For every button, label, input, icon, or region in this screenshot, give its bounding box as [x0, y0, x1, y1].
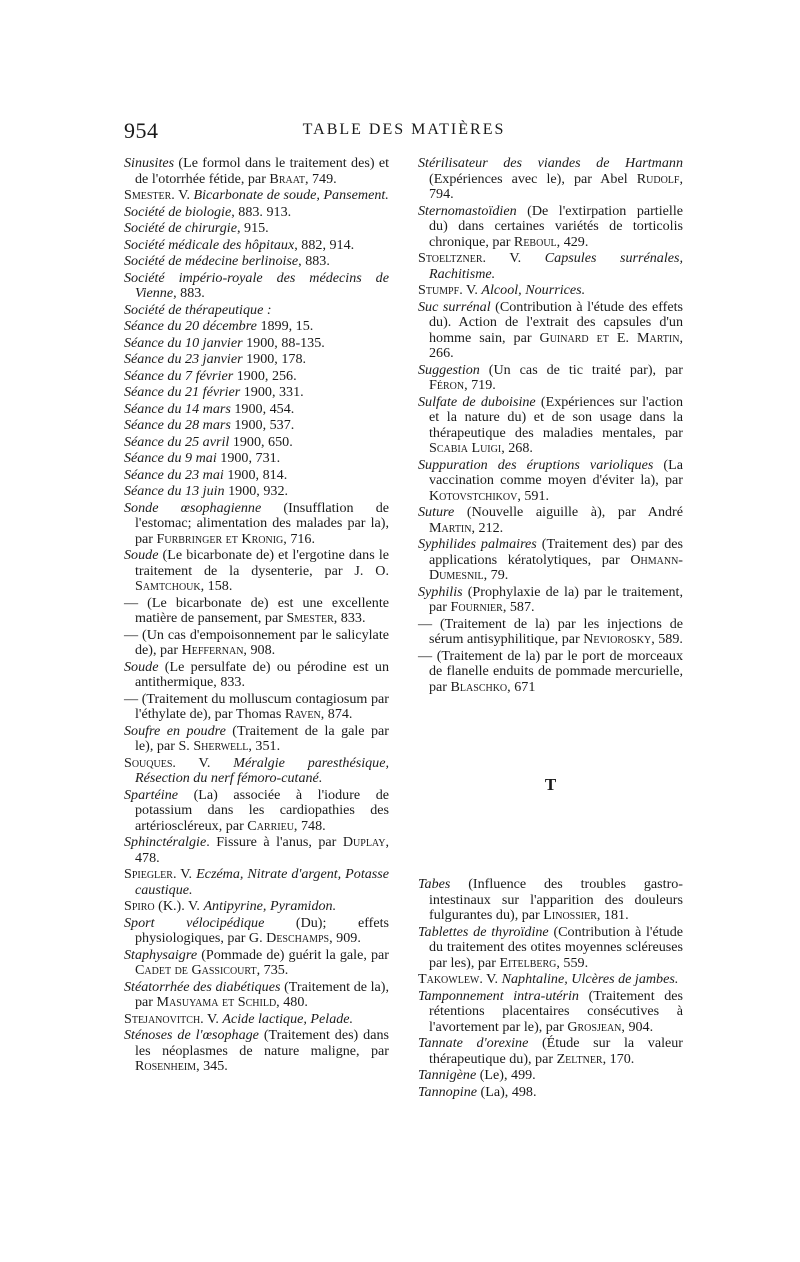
entry-text: (Expériences avec le), par Abel — [429, 170, 637, 187]
entry-ref: , 480. — [276, 994, 308, 1010]
entry-text: 1900, 932. — [224, 483, 289, 499]
entry-heading: Sinusites — [124, 155, 175, 171]
entry-see-also: Naphtaline, Ulcères de jambes. — [501, 971, 679, 987]
entry-text: — (Traitement de la) par les injections de sérum antisyphilitique, par — [418, 615, 683, 647]
entry-ref: . V. — [459, 282, 482, 298]
entry-text: , 882, 914. — [294, 236, 355, 253]
index-entry — [124, 451, 389, 467]
entry-heading: Tannate d'orexine — [418, 1035, 529, 1051]
entry-author: Smester — [286, 610, 334, 626]
entry-text: (La) associée à l'iodure de potassium dans les cardiopathies des artérioscléreux, par — [135, 786, 389, 834]
entry-heading: Sternomastoïdien — [418, 202, 517, 219]
index-entry — [124, 1012, 389, 1028]
index-entry — [418, 156, 683, 203]
index-entry — [124, 835, 389, 866]
entry-text: (Expériences sur l'action et la nature du) et de son usage dans la thérapeutique des maladies mentales, par — [429, 393, 683, 441]
entry-heading: Soude — [124, 547, 159, 563]
entry-heading: Syphilides palmaires — [418, 536, 537, 552]
index-entry — [124, 501, 389, 548]
entry-heading: Tannigène — [418, 1067, 477, 1083]
entry-author: Spiro — [124, 898, 155, 914]
entry-author: Stejanovitch — [124, 1010, 201, 1027]
entry-author: Reboul — [513, 233, 557, 250]
entry-heading: Sonde œsophagienne — [124, 499, 262, 516]
entry-author: Fournier — [450, 599, 503, 615]
entry-text: , 883. 913. — [231, 203, 292, 220]
entry-author: J. O. Samtchouk — [135, 562, 389, 594]
entry-heading: Société médicale des hôpitaux — [124, 236, 295, 253]
index-entry — [418, 617, 683, 648]
entry-heading: Tamponnement intra-utérin — [418, 987, 579, 1004]
entry-text: 1899, 15. — [256, 318, 314, 334]
index-entry — [124, 418, 389, 434]
entry-ref: , 794. — [429, 170, 683, 202]
index-entry — [418, 1036, 683, 1067]
entry-text: (Étude sur la valeur thérapeutique du), par — [429, 1035, 683, 1067]
entry-see-also: Eczéma, Nitrate d'argent, Potasse caustique. — [135, 866, 390, 898]
entry-text: (Traitement de la gale par le), par — [135, 722, 389, 754]
entry-author: Grosjean — [567, 1018, 622, 1035]
entries-t — [418, 877, 683, 1100]
entry-text: (Nouvelle aiguille à), par André — [454, 504, 683, 520]
entry-author: Guinard et E. Martin — [539, 329, 680, 346]
entry-see-also: Acide lactique, Pelade. — [222, 1010, 354, 1027]
entry-heading: Société de biologie — [124, 203, 232, 220]
entry-author: Stoeltzner — [418, 250, 483, 266]
running-title: TABLE DES MATIÈRES — [302, 121, 506, 138]
index-entry — [418, 251, 683, 282]
index-entry — [418, 649, 683, 696]
index-entry — [124, 756, 389, 787]
entry-text: (Le formol dans le traitement des) et de l'otorrhée fétide, par — [135, 155, 389, 187]
entry-text: — (Traitement du molluscum contagiosum par l'éthylate de), par Thomas — [124, 690, 389, 722]
index-entry — [124, 254, 389, 270]
entry-text: (Traitement des) dans les néoplasmes de nature maligne, par — [135, 1027, 389, 1059]
entry-author: Duplay — [342, 834, 386, 850]
entry-heading: Séance du 10 janvier — [124, 334, 243, 351]
index-entry — [124, 867, 389, 898]
entry-heading: Séance du 21 février — [124, 384, 241, 400]
entry-text: , 883. — [298, 253, 330, 269]
index-entry — [124, 468, 389, 484]
entry-ref: , 478. — [135, 834, 389, 866]
entry-ref: , 587. — [502, 599, 535, 615]
entry-heading: Société de médecine berlinoise — [124, 253, 299, 269]
entry-heading: Suggestion — [418, 361, 480, 378]
entry-author: Stumpf — [418, 282, 460, 298]
index-entry — [418, 204, 683, 251]
entry-heading: Tabes — [418, 876, 451, 892]
entry-text: , 915. — [236, 220, 269, 236]
entry-text: . Fissure à l'anus, par — [206, 834, 343, 850]
entry-author: Takowlew — [418, 971, 480, 987]
entry-ref: , 874. — [320, 706, 353, 722]
index-entry — [418, 363, 683, 394]
index-entry — [124, 435, 389, 451]
entry-author: Braat — [269, 170, 305, 187]
entry-text: (Traitement des) par des applications kératolytiques, par — [429, 536, 683, 568]
index-entry — [124, 548, 389, 595]
page-header — [124, 118, 684, 148]
index-entry — [418, 505, 683, 536]
entry-heading: Sténoses de l'œsophage — [124, 1027, 259, 1043]
entry-text: (La), 498. — [477, 1083, 537, 1100]
entry-author: Rosenheim — [135, 1058, 197, 1074]
entry-text: 1900, 88-135. — [242, 334, 325, 351]
entry-see-also: Alcool, Nourrices. — [481, 282, 586, 298]
entry-text: — (Un cas d'empoisonnement par le salicylate de), par — [124, 626, 389, 658]
index-entry — [418, 458, 683, 505]
index-entry — [124, 336, 389, 352]
entry-ref: , 833. — [333, 610, 366, 626]
entry-author: Masuyama et Schild — [156, 994, 277, 1010]
index-entry — [124, 188, 389, 204]
entry-author: Zeltner — [556, 1050, 603, 1067]
index-entry — [124, 385, 389, 401]
entry-ref: , 719. — [464, 377, 496, 393]
entry-author: Smester — [124, 187, 172, 203]
entry-text: (Traitement de la), par — [135, 978, 389, 1010]
index-entry — [124, 724, 389, 755]
entry-text: (Du); effets physiologiques, par — [135, 914, 389, 946]
entry-ref: , 429. — [556, 233, 589, 250]
index-entry — [124, 303, 389, 319]
entry-ref: . V. — [171, 187, 194, 203]
entries-s — [418, 156, 683, 695]
index-entry — [124, 596, 389, 627]
entry-author: Rudolf — [636, 170, 680, 187]
entry-author: Linossier — [543, 907, 597, 923]
entry-see-also: Capsules surrénales, Rachitisme. — [429, 250, 683, 282]
entry-ref: (K.). V. — [154, 898, 204, 914]
entry-heading: Séance du 13 juin — [124, 483, 225, 499]
entry-ref: , 170. — [602, 1050, 635, 1067]
index-entry — [124, 156, 389, 187]
index-entry — [124, 1028, 389, 1075]
entry-text: (Traitement des rétentions placentaires consécutives à l'avortement par le), par — [429, 987, 683, 1035]
entry-heading: Spartéine — [124, 786, 179, 803]
entry-text: 1900, 256. — [233, 367, 297, 384]
entry-see-also: Bicarbonate de soude, Pansement. — [193, 187, 389, 203]
right-column — [418, 156, 683, 1101]
entry-author: Souques — [124, 754, 173, 771]
entry-ref: , 908. — [243, 642, 276, 658]
entry-text: (Le), 499. — [476, 1067, 536, 1083]
left-column — [124, 156, 389, 1076]
entry-heading: Stérilisateur des viandes de Hartmann — [418, 155, 683, 171]
entry-text: — (Traitement de la) par le port de morceaux de flanelle enduits de pommade mercurielle, par — [418, 647, 683, 695]
index-entry — [124, 692, 389, 723]
entry-heading: Tannopine — [418, 1083, 477, 1100]
entry-heading: Sulfate de duboisine — [418, 393, 536, 410]
entry-text: , 883. — [173, 285, 205, 301]
entry-ref: , 212. — [471, 519, 504, 536]
entry-author: Carrieu — [247, 817, 294, 834]
entry-text: 1900, 178. — [242, 351, 307, 367]
entry-text: (Insufflation de l'estomac; alimentation des malades par la), par — [135, 499, 390, 547]
entry-heading: Société de thérapeutique : — [124, 301, 272, 318]
entry-text: 1900, 731. — [216, 450, 281, 466]
entry-heading: Soufre en poudre — [124, 722, 226, 739]
index-entry — [124, 484, 389, 500]
index-entry — [418, 1085, 683, 1101]
entry-heading: Séance du 23 mai — [124, 466, 224, 483]
index-entry — [124, 352, 389, 368]
entry-text: 1900, 331. — [240, 384, 304, 400]
entry-author: Ohmann-Dumesnil — [429, 551, 683, 583]
section-letter: T — [544, 775, 557, 794]
entry-author: Kotovstchikov — [429, 487, 518, 504]
entry-text: — (Le bicarbonate de) est une excellente matière de pansement, par — [124, 594, 389, 626]
entry-text: (Contribution à l'étude du traitement des otites moyennes scléreuses par les), par — [429, 923, 683, 971]
index-entry — [124, 369, 389, 385]
entry-ref: . V. — [479, 971, 502, 987]
index-entry — [124, 402, 389, 418]
entry-author: Martin — [429, 519, 472, 536]
index-entry — [124, 980, 389, 1011]
entry-text: (Influence des troubles gastro-intestinaux sur l'apparition des douleurs fulgurantes du), par — [429, 876, 683, 923]
entry-heading: Soude — [124, 658, 159, 675]
entry-see-also: Méralgie paresthésique, Résection du nerf fémoro-cutané. — [135, 754, 389, 786]
entry-heading: Tablettes de thyroïdine — [418, 923, 549, 940]
entry-author: Heffernan — [181, 642, 244, 658]
index-entry — [418, 283, 683, 299]
index-entry — [124, 205, 389, 221]
entry-text: 1900, 650. — [229, 433, 293, 450]
index-entry — [418, 1068, 683, 1084]
entry-heading: Suc surrénal — [418, 298, 491, 315]
index-entry — [124, 271, 389, 302]
index-entry — [124, 628, 389, 659]
entry-author: Furbringer et Kronig — [156, 530, 284, 547]
entry-heading: Séance du 20 décembre — [124, 318, 257, 334]
entry-ref: , 268. — [501, 440, 533, 456]
entry-text: (Un cas de tic traité par), par — [479, 361, 683, 378]
entry-ref: , 716. — [283, 530, 315, 547]
entry-text: (La vaccination comme moyen d'éviter la), par — [429, 456, 683, 488]
entry-ref: . V. — [172, 866, 197, 882]
entry-ref: . V. — [172, 754, 234, 771]
entry-text: (Prophylaxie de la) par le traitement, par — [429, 583, 683, 615]
entry-text: (Pommade de) guérit la gale, par — [197, 946, 389, 963]
index-entry — [418, 300, 683, 362]
entry-heading: Société império-royale des médecins de Vienne — [124, 269, 389, 301]
entry-heading: Séance du 9 mai — [124, 450, 217, 466]
index-entry — [124, 238, 389, 254]
entry-ref: , 79. — [483, 567, 509, 583]
entry-text: 1900, 537. — [230, 417, 295, 433]
entry-heading: Séance du 7 février — [124, 367, 234, 384]
index-entry — [124, 948, 389, 979]
entry-ref: , 158. — [200, 578, 233, 594]
entry-text: (Le persulfate de) ou pérodine est un antithermique, 833. — [135, 658, 389, 690]
index-entry — [124, 899, 389, 915]
page-number: 954 — [124, 118, 159, 143]
index-entry — [418, 395, 683, 457]
index-entry — [418, 925, 683, 972]
entry-ref: , 748. — [293, 817, 326, 834]
entry-heading: Séance du 25 avril — [124, 433, 230, 450]
entry-ref: , 266. — [429, 329, 683, 361]
entry-see-also: Antipyrine, Pyramidon. — [203, 898, 337, 914]
entry-heading: Syphilis — [418, 583, 463, 600]
entry-ref: , 591. — [517, 487, 550, 504]
entry-author: Eitelberg — [499, 954, 557, 971]
entry-ref: , 181. — [596, 907, 629, 923]
index-entry — [418, 877, 683, 924]
entry-author: Spiegler — [124, 866, 173, 882]
entry-text: (Le bicarbonate de) et l'ergotine dans le traitement de la dysenterie, par — [135, 547, 389, 579]
entry-ref: , 345. — [196, 1058, 228, 1074]
index-entry — [418, 989, 683, 1036]
entry-author: G. Deschamps — [248, 930, 330, 946]
entry-author: Raven — [284, 706, 321, 722]
index-entry — [418, 537, 683, 584]
entry-ref: . V. — [200, 1010, 223, 1027]
entry-author: Cadet de Gassicourt — [135, 962, 257, 978]
index-entry — [124, 221, 389, 237]
entry-text: 1900, 814. — [223, 466, 288, 483]
entry-ref: , 351. — [248, 738, 281, 754]
entry-ref: , 749. — [304, 170, 337, 187]
entry-heading: Séance du 28 mars — [124, 417, 231, 433]
entry-ref: , 559. — [556, 954, 589, 971]
entry-heading: Sport vélocipédique — [124, 914, 265, 931]
entry-heading: Séance du 23 janvier — [124, 351, 243, 367]
index-entry — [124, 319, 389, 335]
entry-heading: Stéatorrhée des diabétiques — [124, 978, 281, 995]
index-entry — [418, 585, 683, 616]
entry-text: (Contribution à l'étude des effets du). Action de l'extrait des capsules d'un homme sain, par — [429, 298, 683, 346]
entry-ref: . V. — [482, 250, 545, 266]
entry-heading: Suture — [418, 504, 455, 520]
entry-author: S. Sherwell — [178, 738, 249, 754]
entry-heading: Sphinctéralgie — [124, 834, 207, 850]
entry-heading: Séance du 14 mars — [124, 400, 231, 417]
entry-heading: Société de chirurgie — [124, 220, 237, 236]
entry-author: Blaschko — [450, 678, 508, 695]
entry-heading: Suppuration des éruptions varioliques — [418, 456, 654, 473]
entry-text: 1900, 454. — [230, 400, 295, 417]
entry-ref: , 671 — [507, 678, 536, 695]
entry-author: Neviorosky — [583, 631, 652, 647]
entry-author: Féron — [429, 377, 465, 393]
entry-ref: , 589. — [651, 631, 683, 647]
entry-text: (De l'extirpation partielle du) dans certaines variétés de torticolis chronique, par — [429, 202, 683, 250]
entry-ref: , 909. — [329, 930, 361, 946]
index-entry — [418, 972, 683, 988]
entry-ref: , 904. — [621, 1018, 654, 1035]
entry-author: Scabia Luigi — [429, 440, 502, 456]
entry-heading: Staphysaigre — [124, 946, 198, 963]
entry-ref: , 735. — [256, 962, 289, 978]
index-entry — [124, 660, 389, 691]
index-entry — [124, 916, 389, 947]
index-entry — [124, 788, 389, 835]
